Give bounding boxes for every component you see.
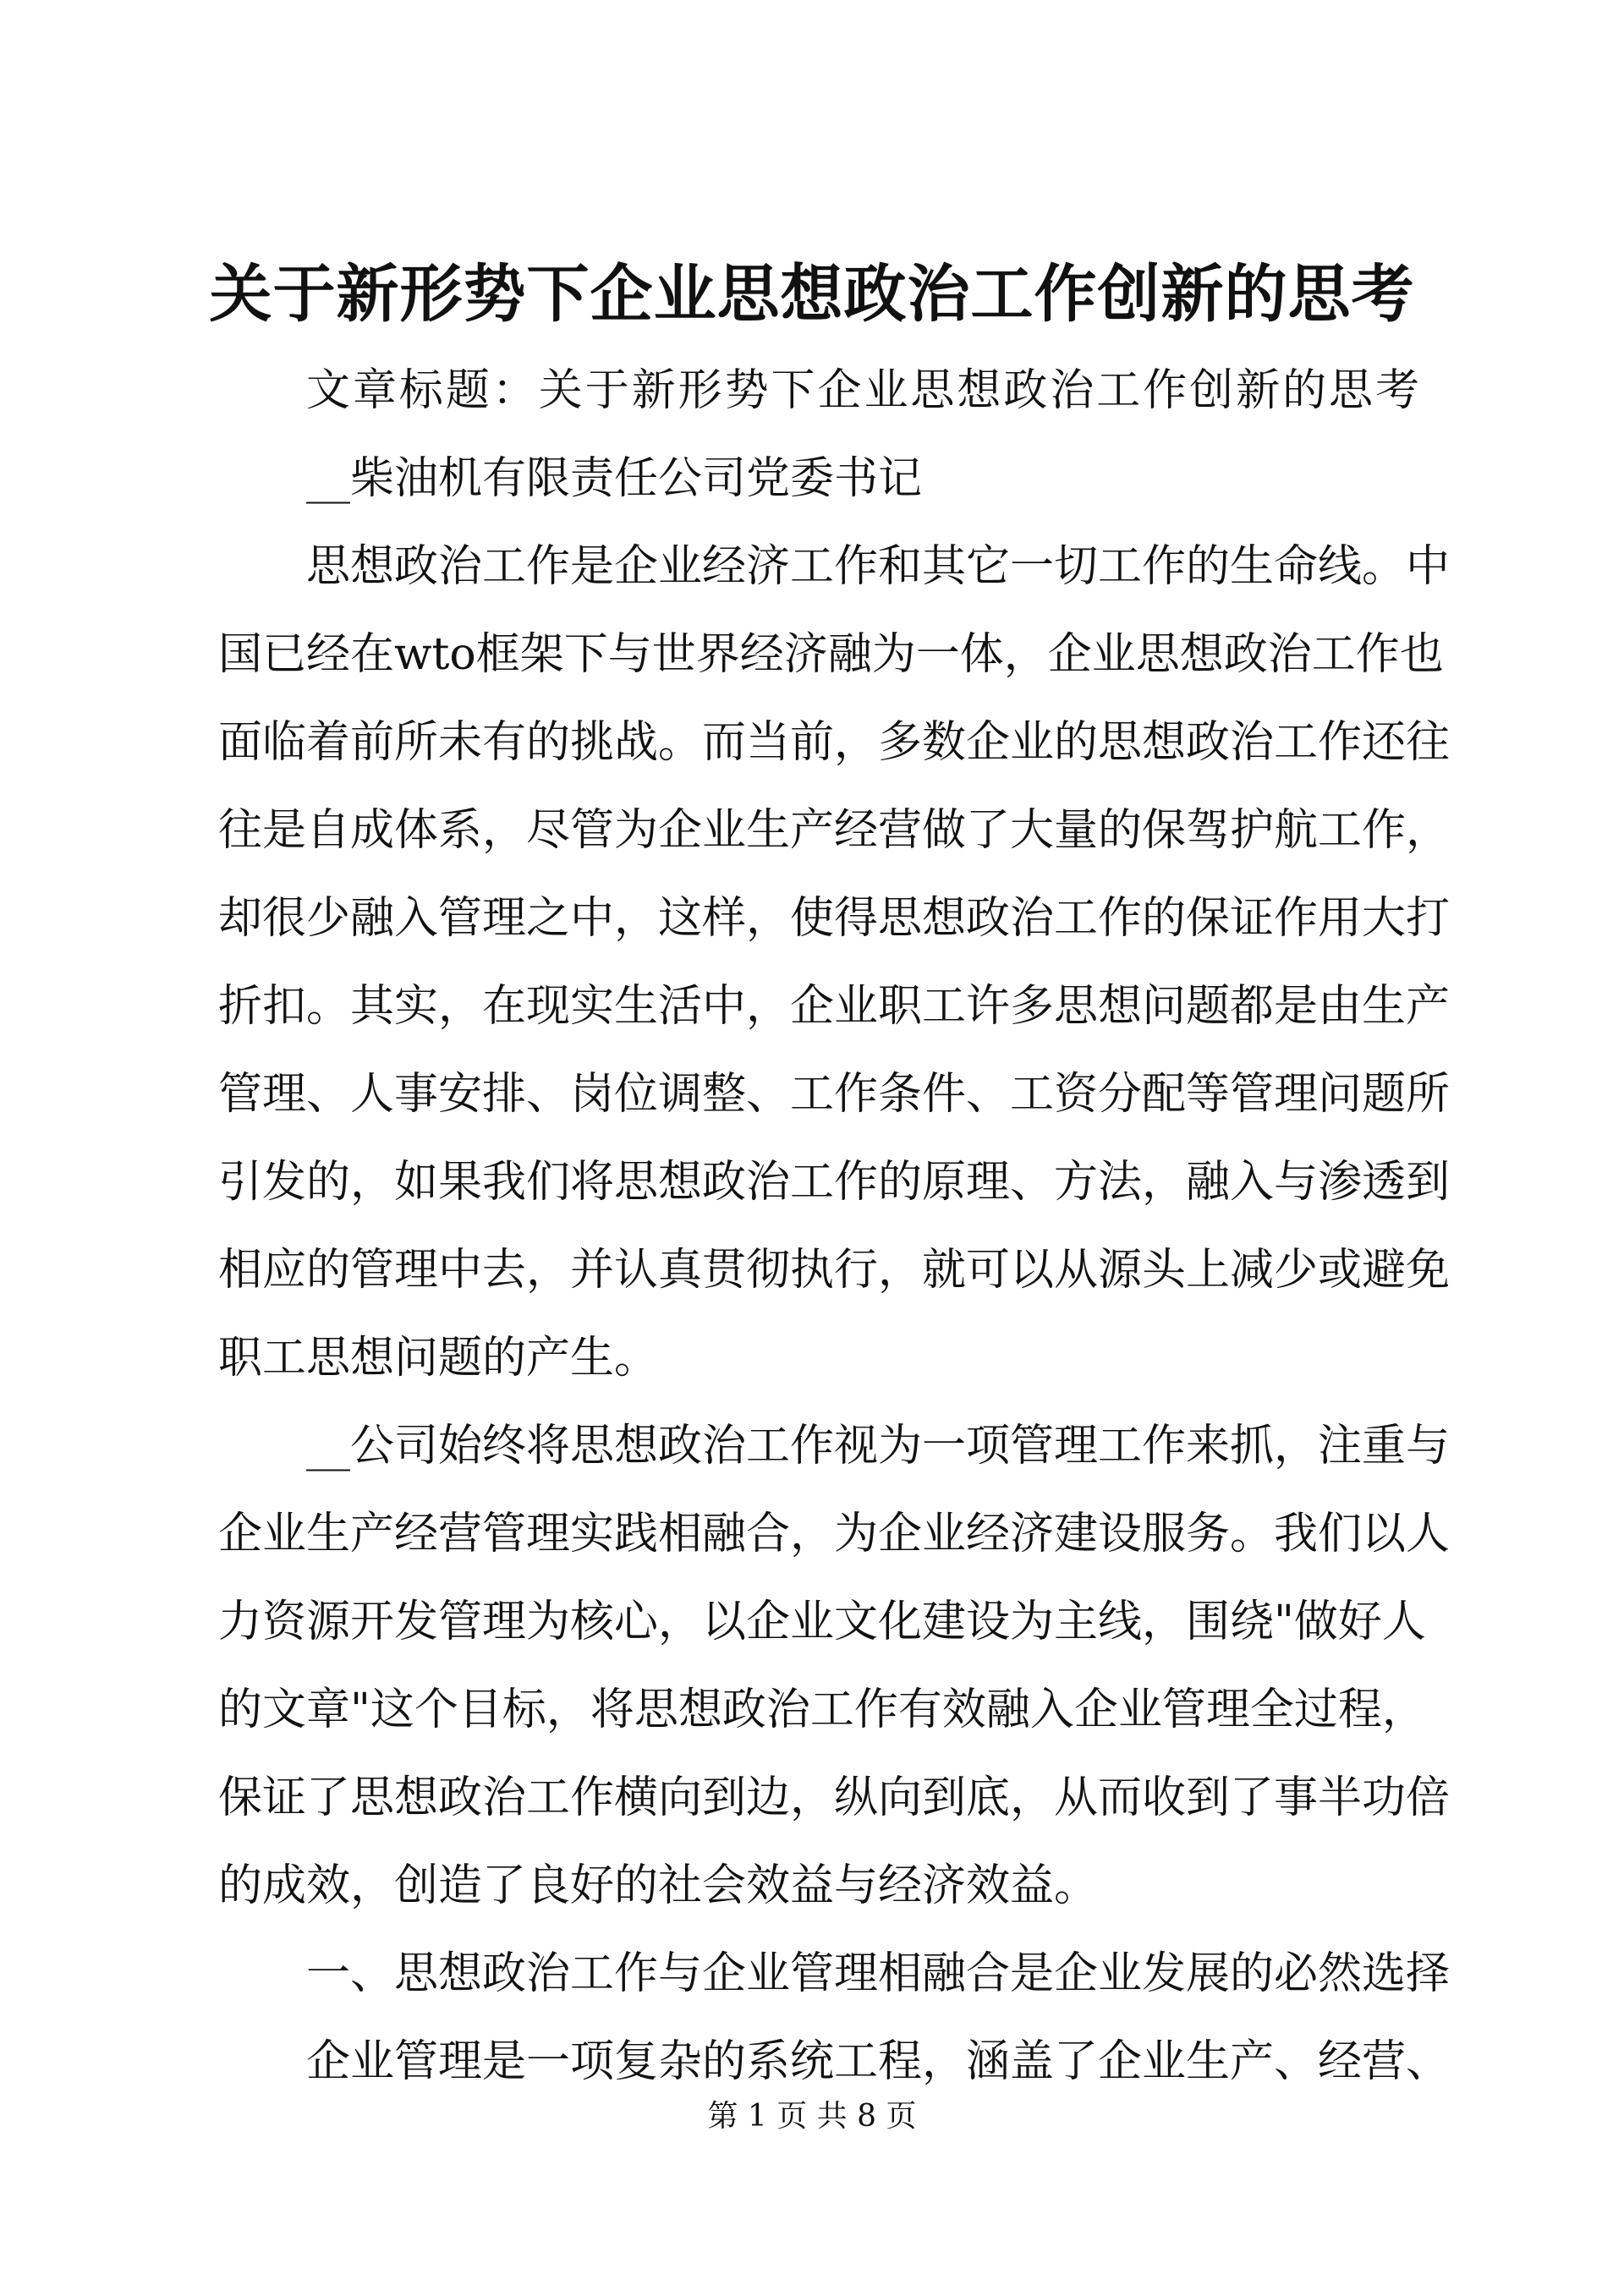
paragraph-line: 国已经在wto框架下与世界经济融为一体，企业思想政治工作也 <box>218 629 1444 680</box>
paragraph-line: __公司始终将思想政治工作视为一项管理工作来抓，注重与 <box>306 1421 1451 1471</box>
paragraph-line: 的文章"这个目标，将思想政治工作有效融入企业管理全过程， <box>218 1685 1426 1735</box>
author-line: __柴油机有限责任公司党委书记 <box>306 453 923 504</box>
paragraph-line: 企业管理是一项复杂的系统工程，涵盖了企业生产、经营、 <box>306 2036 1451 2087</box>
paragraph-line: 折扣。其实，在现实生活中，企业职工许多思想问题都是由生产 <box>218 981 1451 1032</box>
paragraph-line: 职工思想问题的产生。 <box>218 1333 659 1384</box>
paragraph-line: 管理、人事安排、岗位调整、工作条件、工资分配等管理问题所 <box>218 1069 1451 1120</box>
paragraph-line: 保证了思想政治工作横向到边，纵向到底，从而收到了事半功倍 <box>218 1773 1451 1823</box>
paragraph-line: 思想政治工作是企业经济工作和其它一切工作的生命线。中 <box>306 541 1451 592</box>
paragraph-line: 却很少融入管理之中，这样，使得思想政治工作的保证作用大打 <box>218 893 1451 944</box>
document-body <box>218 347 1451 2106</box>
paragraph-line: 面临着前所未有的挑战。而当前，多数企业的思想政治工作还往 <box>218 717 1451 768</box>
page-number-footer: 第 1 页 共 8 页 <box>707 2099 917 2134</box>
paragraph-line: 往是自成体系，尽管为企业生产经营做了大量的保驾护航工作， <box>218 805 1451 856</box>
article-title-line: 文章标题：关于新形势下企业思想政治工作创新的思考 <box>306 365 1419 416</box>
paragraph-line: 的成效，创造了良好的社会效益与经济效益。 <box>218 1860 1099 1911</box>
paragraph-line: 相应的管理中去，并认真贯彻执行，就可以从源头上减少或避免 <box>218 1245 1451 1296</box>
section-heading: 一、思想政治工作与企业管理相融合是企业发展的必然选择 <box>306 1948 1451 1999</box>
document-title: 关于新形势下企业思想政治工作创新的思考 <box>209 258 1415 331</box>
paragraph-line: 企业生产经营管理实践相融合，为企业经济建设服务。我们以人 <box>218 1509 1451 1559</box>
paragraph-line: 引发的，如果我们将思想政治工作的原理、方法，融入与渗透到 <box>218 1157 1451 1208</box>
paragraph-line: 力资源开发管理为核心，以企业文化建设为主线，围绕"做好人 <box>218 1597 1426 1647</box>
